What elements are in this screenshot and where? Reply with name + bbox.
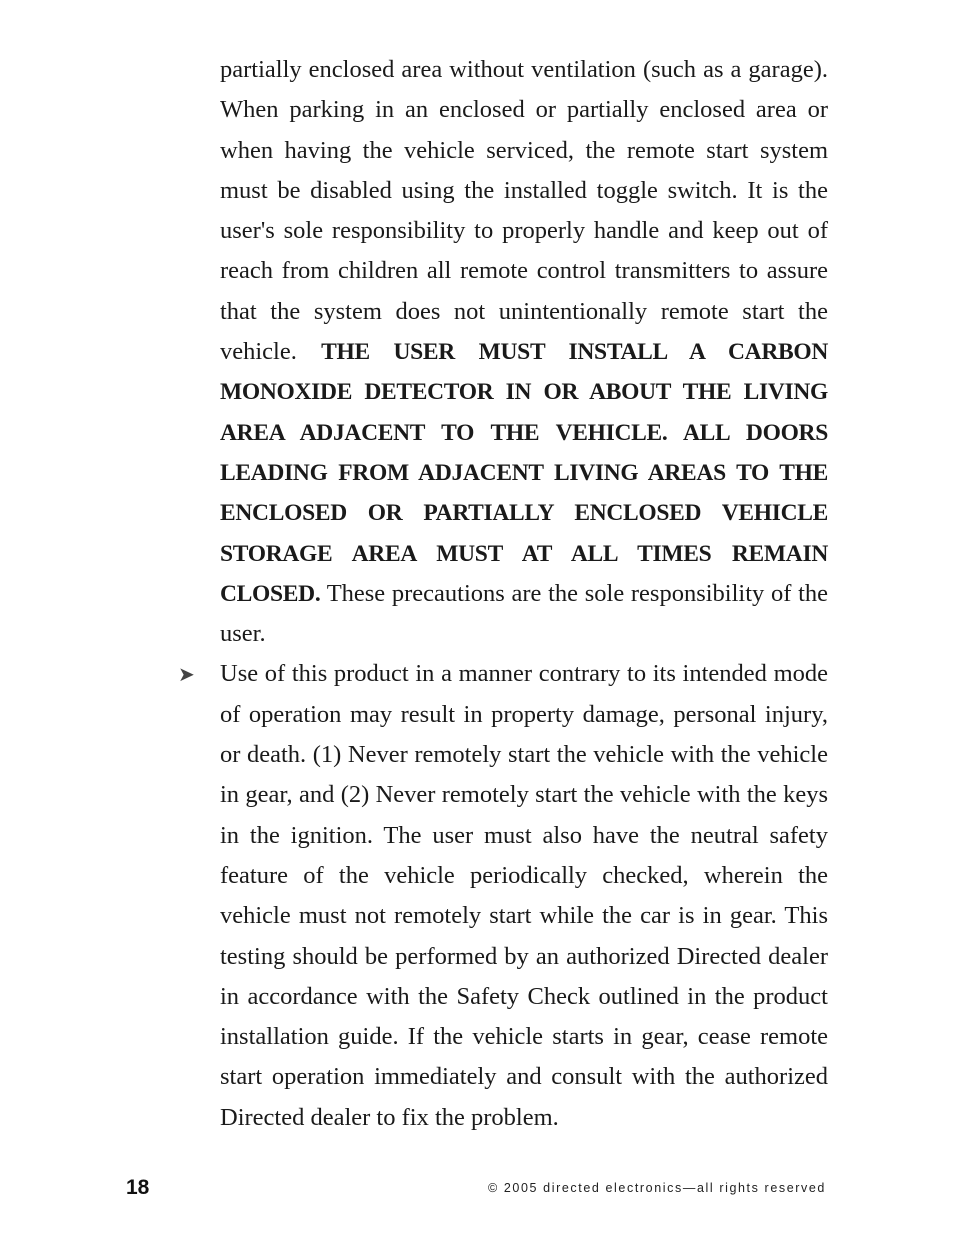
bullet-list-item [178,654,828,1138]
paragraph-lead-text: partially enclosed area without ventilation (such as a garage). When parking in an enclosed or partially enclosed area or when having the vehicle serviced, the remote start system must be disabled using the installed toggle switch. It is the user's sole responsibility to properly handle and keep out of reach from children all remote control transmitters to assure that the system does not unintentionally remote start the vehicle. [220,56,828,366]
arrowhead-bullet-icon: ➤ [178,662,195,687]
copyright-notice: © 2005 directed electronics—all rights reserved [487,1181,826,1195]
page-number: 18 [126,1176,150,1199]
page-body [178,50,829,1138]
carbon-monoxide-warning: THE USER MUST INSTALL A CARBON MONOXIDE DETECTOR IN OR ABOUT THE LIVING AREA ADJACENT TO THE VEHICLE. ALL DOORS LEADING FROM ADJACENT LIVING AREAS TO THE ENCLOSED OR PARTIALLY ENCLOSED VEHICLE STORAGE AREA MUST AT ALL TIMES REMAIN CLOSED. [220,339,829,607]
warning-paragraph [220,50,828,654]
bullet-item-text: Use of this product in a manner contrary to its intended mode of operation may result in property damage, personal injury, or death. (1) Never remotely start the vehicle with the vehicle in gear, and (2) Never remotely start the vehicle with the keys in the ignition. The user must also have the neutral safety feature of the vehicle periodically checked, wherein the vehicle must not remotely start while the car is in gear. This testing should be performed by an authorized Directed dealer in accordance with the Safety Check outlined in the product installation guide. If the vehicle starts in gear, cease remote start operation immediately and consult with the authorized Directed dealer to fix the problem. [220,660,828,1131]
paragraph-trailing-text: These precautions are the sole responsibility of the user. [220,579,828,648]
page-footer [0,1176,954,1200]
